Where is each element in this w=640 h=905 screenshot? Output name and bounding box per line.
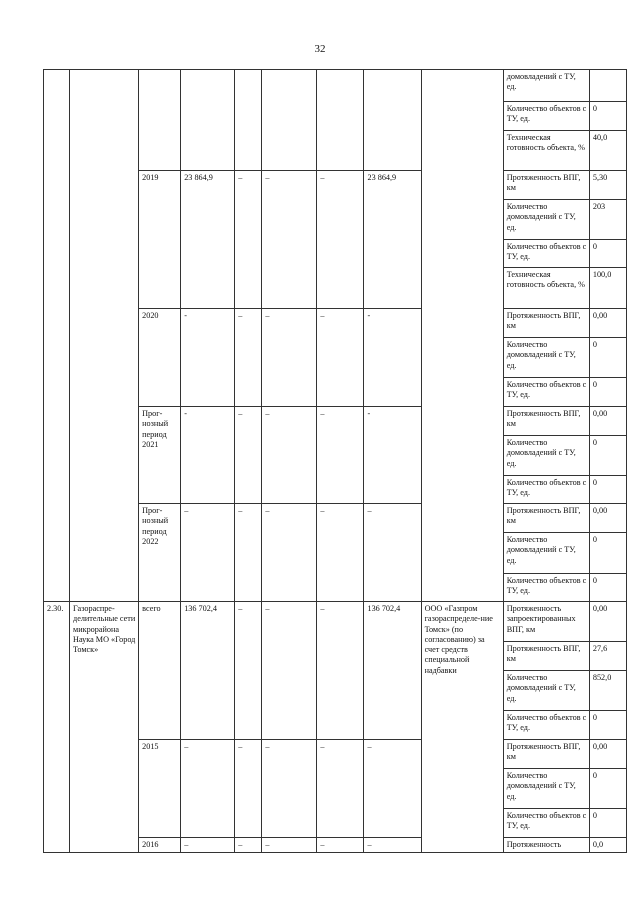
source-cell: - <box>364 407 421 504</box>
indicator-cell: Количество объектов с ТУ, ед. <box>503 240 589 268</box>
source-cell: 23 864,9 <box>364 171 421 309</box>
source-cell: – <box>317 602 364 740</box>
executor-cell <box>421 70 503 602</box>
total-cell: – <box>181 504 235 602</box>
value-cell: 0 <box>589 533 626 574</box>
source-cell: – <box>364 740 421 838</box>
value-cell: 0 <box>589 711 626 740</box>
indicator-cell: Количество домовладений с ТУ, ед. <box>503 200 589 240</box>
source-cell: – <box>317 838 364 853</box>
source-cell: - <box>364 309 421 407</box>
indicator-cell: Количество домовладений с ТУ, ед. <box>503 769 589 809</box>
indicator-cell: Количество домовладений с ТУ, ед. <box>503 436 589 476</box>
indicator-cell: Количество объектов с ТУ, ед. <box>503 711 589 740</box>
indicator-cell: Протяженность ВПГ, км <box>503 309 589 338</box>
item-number-cell: 2.30. <box>44 602 70 853</box>
budget-table <box>43 69 627 853</box>
indicator-cell: Количество объектов с ТУ, ед. <box>503 574 589 602</box>
value-cell: 0,00 <box>589 740 626 769</box>
source-cell: – <box>317 504 364 602</box>
source-cell: – <box>262 838 317 853</box>
value-cell: 27,6 <box>589 642 626 671</box>
indicator-cell: Протяженность ВПГ, км <box>503 504 589 533</box>
source-cell <box>235 70 262 171</box>
total-cell: - <box>181 309 235 407</box>
value-cell: 0 <box>589 476 626 504</box>
total-cell: 23 864,9 <box>181 171 235 309</box>
year-cell <box>139 70 181 171</box>
value-cell: 0 <box>589 102 626 131</box>
indicator-cell: Протяженность <box>503 838 589 853</box>
total-cell: – <box>181 838 235 853</box>
source-cell: – <box>262 171 317 309</box>
indicator-cell: Протяженность ВПГ, км <box>503 740 589 769</box>
source-cell <box>262 70 317 171</box>
value-cell: 40,0 <box>589 131 626 171</box>
indicator-cell: Количество объектов с ТУ, ед. <box>503 102 589 131</box>
total-cell <box>181 70 235 171</box>
value-cell <box>589 70 626 102</box>
source-cell: – <box>317 407 364 504</box>
indicator-cell: домовладений с ТУ, ед. <box>503 70 589 102</box>
item-name-cell <box>70 70 139 602</box>
indicator-cell: Количество объектов с ТУ, ед. <box>503 378 589 407</box>
source-cell: – <box>262 407 317 504</box>
value-cell: 0,00 <box>589 504 626 533</box>
indicator-cell: Протяженность запроектированных ВПГ, км <box>503 602 589 642</box>
source-cell: – <box>235 602 262 740</box>
source-cell: – <box>364 504 421 602</box>
value-cell: 100,0 <box>589 268 626 309</box>
year-cell: 2016 <box>139 838 181 853</box>
indicator-cell: Количество объектов с ТУ, ед. <box>503 476 589 504</box>
year-cell: Прог-нозный период 2022 <box>139 504 181 602</box>
value-cell: 0,00 <box>589 407 626 436</box>
source-cell: 136 702,4 <box>364 602 421 740</box>
value-cell: 0 <box>589 436 626 476</box>
total-cell: 136 702,4 <box>181 602 235 740</box>
indicator-cell: Количество домовладений с ТУ, ед. <box>503 338 589 378</box>
source-cell <box>317 70 364 171</box>
source-cell: – <box>317 309 364 407</box>
source-cell: – <box>235 171 262 309</box>
indicator-cell: Количество домовладений с ТУ, ед. <box>503 533 589 574</box>
source-cell: – <box>262 740 317 838</box>
value-cell: 203 <box>589 200 626 240</box>
source-cell: – <box>235 309 262 407</box>
value-cell: 0,00 <box>589 309 626 338</box>
indicator-cell: Протяженность ВПГ, км <box>503 407 589 436</box>
year-cell: всего <box>139 602 181 740</box>
value-cell: 852,0 <box>589 671 626 711</box>
source-cell: – <box>262 309 317 407</box>
value-cell: 0 <box>589 240 626 268</box>
value-cell: 0,00 <box>589 602 626 642</box>
value-cell: 5,30 <box>589 171 626 200</box>
table-row <box>44 602 627 642</box>
value-cell: 0 <box>589 338 626 378</box>
year-cell: 2019 <box>139 171 181 309</box>
value-cell: 0,0 <box>589 838 626 853</box>
source-cell: – <box>235 838 262 853</box>
source-cell: – <box>235 504 262 602</box>
source-cell: – <box>262 504 317 602</box>
source-cell: – <box>262 602 317 740</box>
total-cell: – <box>181 740 235 838</box>
year-cell: 2020 <box>139 309 181 407</box>
value-cell: 0 <box>589 769 626 809</box>
table-row <box>44 70 627 102</box>
indicator-cell: Протяженность ВПГ, км <box>503 171 589 200</box>
year-cell: 2015 <box>139 740 181 838</box>
source-cell <box>364 70 421 171</box>
source-cell: – <box>317 740 364 838</box>
source-cell: – <box>317 171 364 309</box>
item-number-cell <box>44 70 70 602</box>
value-cell: 0 <box>589 378 626 407</box>
executor-cell: ООО «Газпром газораспределе-ние Томск» (по согласованию) за счет средств специальной надбавки <box>421 602 503 853</box>
indicator-cell: Количество домовладений с ТУ, ед. <box>503 671 589 711</box>
value-cell: 0 <box>589 809 626 838</box>
indicator-cell: Количество объектов с ТУ, ед. <box>503 809 589 838</box>
value-cell: 0 <box>589 574 626 602</box>
total-cell: - <box>181 407 235 504</box>
item-name-cell: Газораспре-делительные сети микрорайона Наука МО «Город Томск» <box>70 602 139 853</box>
indicator-cell: Техническая готовность объекта, % <box>503 131 589 171</box>
source-cell: – <box>235 407 262 504</box>
year-cell: Прог-нозный период 2021 <box>139 407 181 504</box>
source-cell: – <box>364 838 421 853</box>
indicator-cell: Протяженность ВПГ, км <box>503 642 589 671</box>
indicator-cell: Техническая готовность объекта, % <box>503 268 589 309</box>
source-cell: – <box>235 740 262 838</box>
page-number: 32 <box>314 43 326 55</box>
